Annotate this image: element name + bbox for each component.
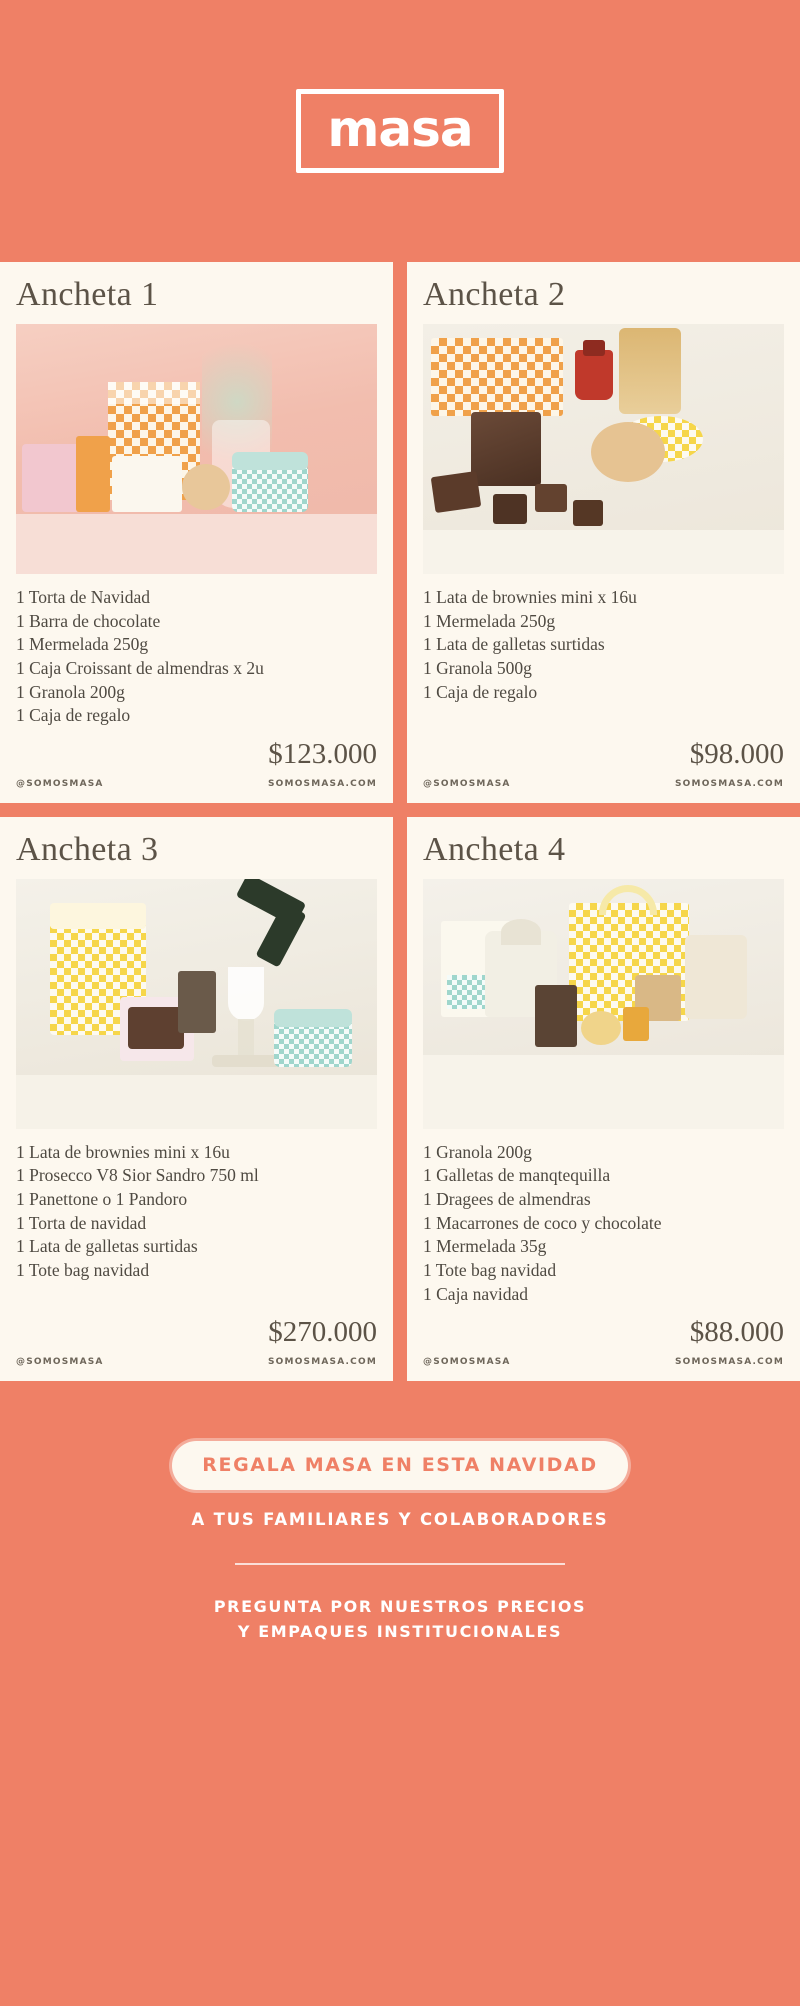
list-item: 1 Mermelada 250g xyxy=(16,634,149,655)
card-title: Ancheta 1 xyxy=(16,276,159,313)
footer-divider xyxy=(235,1563,565,1565)
ancheta-card-4[interactable] xyxy=(407,817,800,1381)
ancheta-4-items xyxy=(423,1141,784,1306)
list-item: 1 Lata de brownies mini x 16u xyxy=(16,1141,230,1162)
price: $123.000 xyxy=(268,737,377,770)
instagram-handle[interactable]: @SOMOSMASA xyxy=(423,1357,511,1368)
ancheta-card-1[interactable] xyxy=(0,262,393,803)
list-item: 1 Granola 200g xyxy=(16,681,125,702)
card-footer xyxy=(16,779,377,789)
cta-banner[interactable]: REGALA MASA EN ESTA NAVIDAD xyxy=(172,1441,627,1490)
ancheta-card-2[interactable] xyxy=(407,262,800,803)
instagram-handle[interactable]: @SOMOSMASA xyxy=(16,778,104,789)
list-item: 1 Torta de navidad xyxy=(16,1212,147,1233)
list-item: 1 Caja Croissant de almendras x 2u xyxy=(16,657,264,678)
list-item: 1 Mermelada 250g xyxy=(423,610,556,631)
list-item: 1 Barra de chocolate xyxy=(16,610,161,631)
list-item: 1 Caja navidad xyxy=(423,1283,528,1304)
price: $270.000 xyxy=(268,1316,377,1349)
instagram-handle[interactable]: @SOMOSMASA xyxy=(16,1357,104,1368)
logo-text: masa xyxy=(327,100,473,158)
website-url[interactable]: SOMOSMASA.COM xyxy=(675,778,784,789)
card-footer xyxy=(16,1357,377,1367)
list-item: 1 Tote bag navidad xyxy=(423,1259,557,1280)
list-item: 1 Mermelada 35g xyxy=(423,1236,547,1257)
website-url[interactable]: SOMOSMASA.COM xyxy=(268,1357,377,1368)
price: $88.000 xyxy=(689,1316,784,1349)
card-title: Ancheta 4 xyxy=(423,830,566,868)
list-item: 1 Lata de galletas surtidas xyxy=(423,634,605,655)
card-title: Ancheta 2 xyxy=(423,276,566,313)
card-footer xyxy=(423,779,784,789)
ancheta-3-items xyxy=(16,1141,377,1306)
footer-line-2: Y EMPAQUES INSTITUCIONALES xyxy=(237,1621,563,1641)
product-photo-ancheta-3 xyxy=(16,879,377,1129)
list-item: 1 Caja de regalo xyxy=(16,705,131,726)
card-footer xyxy=(423,1357,784,1367)
list-item: 1 Torta de Navidad xyxy=(16,587,151,607)
list-item: 1 Tote bag navidad xyxy=(16,1259,150,1280)
product-photo-ancheta-1 xyxy=(16,324,377,574)
list-item: 1 Macarrones de coco y chocolate xyxy=(423,1212,662,1233)
product-photo-ancheta-2 xyxy=(423,324,784,574)
list-item: 1 Galletas de manqtequilla xyxy=(423,1165,611,1186)
page-footer xyxy=(0,1381,800,1645)
list-item: 1 Prosecco V8 Sior Sandro 750 ml xyxy=(16,1165,259,1186)
footer-line-1: PREGUNTA POR NUESTROS PRECIOS xyxy=(213,1597,587,1617)
website-url[interactable]: SOMOSMASA.COM xyxy=(268,778,377,789)
list-item: 1 Granola 500g xyxy=(423,657,532,678)
ancheta-1-items xyxy=(16,586,377,728)
list-item: 1 Dragees de almendras xyxy=(423,1189,591,1209)
product-photo-ancheta-4 xyxy=(423,879,784,1129)
website-url[interactable]: SOMOSMASA.COM xyxy=(675,1357,784,1368)
list-item: 1 Lata de galletas surtidas xyxy=(16,1236,198,1257)
masa-logo xyxy=(296,89,503,173)
page-header xyxy=(0,0,800,262)
instagram-handle[interactable]: @SOMOSMASA xyxy=(423,778,511,789)
list-item: 1 Lata de brownies mini x 16u xyxy=(423,587,637,607)
ancheta-card-3[interactable] xyxy=(0,817,393,1381)
list-item: 1 Granola 200g xyxy=(423,1141,532,1162)
cta-subtitle: A TUS FAMILIARES Y COLABORADORES xyxy=(191,1510,609,1530)
list-item: 1 Caja de regalo xyxy=(423,681,538,702)
card-title: Ancheta 3 xyxy=(16,830,159,868)
ancheta-2-items xyxy=(423,586,784,728)
price: $98.000 xyxy=(689,737,784,770)
list-item: 1 Panettone o 1 Pandoro xyxy=(16,1189,188,1209)
ancheta-card-grid xyxy=(0,262,800,1381)
